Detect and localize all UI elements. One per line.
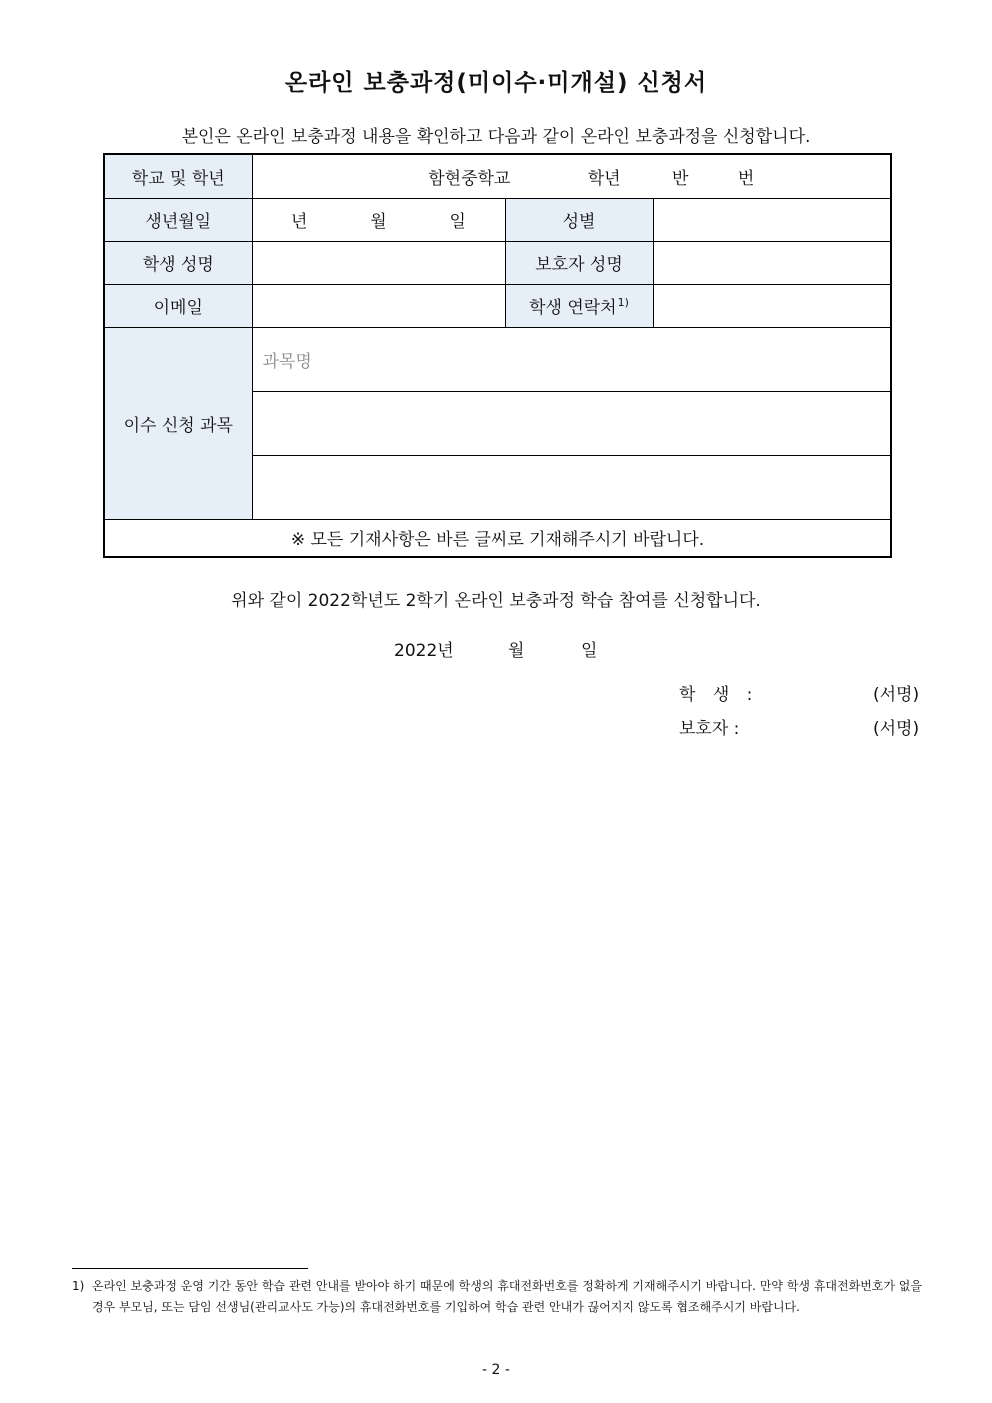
gender-label: 성별 (505, 198, 653, 241)
number-unit: 번 (737, 168, 755, 189)
subject-field-1[interactable]: 과목명 (252, 327, 891, 391)
document-title: 온라인 보충과정(미이수·미개설) 신청서 (284, 70, 708, 96)
guardian-sign-mark[interactable]: (서명) (873, 719, 920, 739)
birth-month-unit: 월 (370, 212, 387, 232)
birth-year-unit: 년 (291, 212, 308, 232)
contact-row (104, 284, 891, 327)
student-phone-label-text: 학생 연락처 (529, 298, 617, 318)
intro-text: 본인은 온라인 보충과정 내용을 확인하고 다음과 같이 온라인 보충과정을 신청합니다. (181, 127, 811, 147)
email-field[interactable] (252, 284, 505, 327)
footnote-text: 온라인 보충과정 운영 기간 동안 학습 관련 안내를 받아야 하기 때문에 학생의 휴대전화번호를 정확하게 기재해주시기 바랍니다. 만약 학생 휴대전화번호가 없을 경우 부모님, 또는 담임 선생님(관리교사도 가능)의 휴대전화번호를 기입하여 학습 관련 안내가 끊어지지 않도록 협조해주시기 바랍니다. (92, 1279, 922, 1314)
confirm-statement: 위와 같이 2022학년도 2학기 온라인 보충과정 학습 참여를 신청합니다. (231, 591, 761, 611)
birth-date-label: 생년월일 (104, 198, 252, 241)
school-grade-field[interactable] (252, 154, 891, 198)
birth-day-unit: 일 (449, 212, 466, 232)
application-form-table (103, 153, 892, 558)
footnote-ref: 1) (617, 296, 629, 310)
guardian-sign-label: 보호자 : (679, 719, 740, 739)
date-day: 일 (581, 641, 598, 661)
notice-row (104, 519, 891, 557)
student-sign-mark[interactable]: (서명) (873, 685, 920, 705)
guardian-name-field[interactable] (653, 241, 891, 284)
student-sign-label: 학 생 : (679, 685, 759, 705)
date-month: 월 (508, 641, 525, 661)
page-number: - 2 - (482, 1362, 510, 1378)
footnote (72, 1276, 922, 1318)
school-row (104, 154, 891, 198)
footnote-divider (72, 1268, 308, 1269)
school-grade-label: 학교 및 학년 (104, 154, 252, 198)
subject-field-3[interactable] (252, 455, 891, 519)
subject-row-1 (104, 327, 891, 391)
student-name-label: 학생 성명 (104, 241, 252, 284)
birth-gender-row (104, 198, 891, 241)
gender-field[interactable] (653, 198, 891, 241)
email-label: 이메일 (104, 284, 252, 327)
subjects-label: 이수 신청 과목 (104, 327, 252, 519)
school-name: 함현중학교 (428, 168, 511, 189)
student-phone-field[interactable] (653, 284, 891, 327)
notice-text: ※ 모든 기재사항은 바른 글씨로 기재해주시기 바랍니다. (104, 519, 891, 557)
student-name-field[interactable] (252, 241, 505, 284)
guardian-name-label: 보호자 성명 (505, 241, 653, 284)
student-phone-label (505, 284, 653, 327)
subject-field-2[interactable] (252, 391, 891, 455)
birth-date-field[interactable] (252, 198, 505, 241)
date-year: 2022년 (394, 641, 454, 661)
class-unit: 반 (672, 168, 689, 189)
footnote-number: 1) (72, 1279, 85, 1293)
grade-unit: 학년 (587, 168, 621, 189)
name-row (104, 241, 891, 284)
